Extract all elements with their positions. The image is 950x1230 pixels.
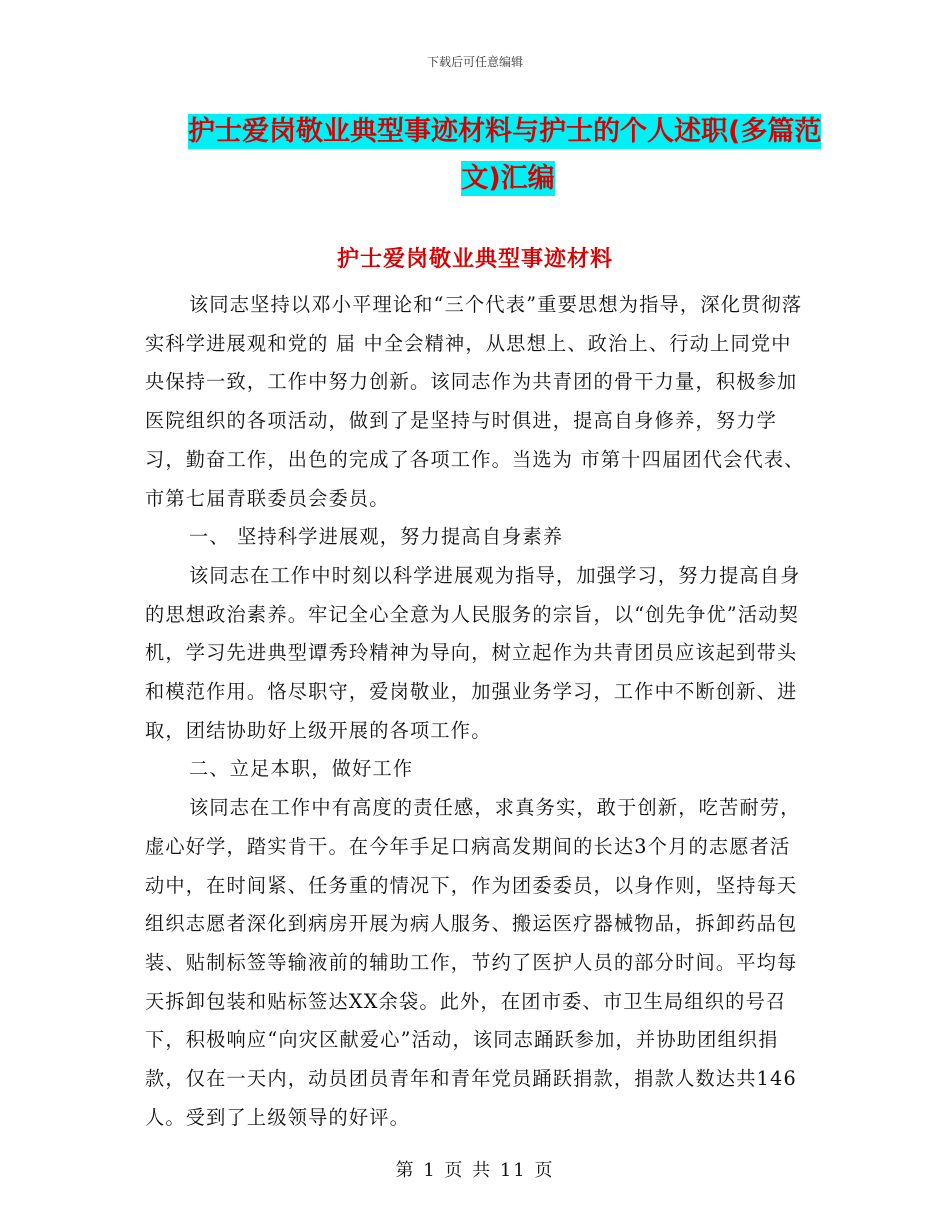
document-title xyxy=(188,109,828,201)
title-line-2: 文)汇编 xyxy=(461,163,555,194)
subheading: 二、立足本职，做好工作 xyxy=(189,757,414,781)
section-title: 护士爱岗敬业典型事迹材料 xyxy=(336,247,613,272)
page-number: 第 1 页 共 11 页 xyxy=(395,1160,555,1181)
subheading: 一、 坚持科学进展观，努力提高自身素养 xyxy=(189,525,564,549)
title-line-1: 护士爱岗敬业典型事迹材料与护士的个人述职(多篇范 xyxy=(188,116,822,147)
header-note: 下载后可任意编辑 xyxy=(426,55,523,69)
document-body xyxy=(145,286,810,1137)
paragraph: 该同志在工作中时刻以科学进展观为指导，加强学习，努力提高自身的思想政治素养。牢记全心全意为人民服务的宗旨，以“创先争优”活动契机，学习先进典型谭秀玲精神为导向，树立起作为共青团员应该起到带头和模范作用。恪尽职守，爱岗敬业，加强业务学习，工作中不断创新、进取，团结协助好上级开展的各项工作。 xyxy=(145,563,801,742)
paragraph: 该同志坚持以邓小平理论和“三个代表”重要思想为指导，深化贯彻落实科学进展观和党的 届 中全会精神，从思想上、政治上、行动上同党中央保持一致，工作中努力创新。该同志作为共青团的骨干力量，积极参加医院组织的各项活动，做到了是坚持与时俱进，提高自身修养，努力学习，勤奋工作，出色的完成了各项工作。当选为 市第十四届团代会代表、 市第七届青联委员会委员。 xyxy=(145,293,805,510)
paragraph: 该同志在工作中有高度的责任感，求真务实，敢于创新，吃苦耐劳，虚心好学，踏实肯干。在今年手足口病高发期间的长达3个月的志愿者活动中，在时间紧、任务重的情况下，作为团委委员，以身作则，坚持每天组织志愿者深化到病房开展为病人服务、搬运医疗器械物品，拆卸药品包装、贴制标签等输液前的辅助工作，节约了医护人员的部分时间。平均每天拆卸包装和贴标签达XX余袋。此外，在团市委、市卫生局组织的号召下，积极响应“向灾区献爱心”活动，该同志踊跃参加，并协助团组织捐款，仅在一天内，动员团员青年和青年党员踊跃捐款，捐款人数达共146人。受到了上级领导的好评。 xyxy=(145,796,801,1129)
